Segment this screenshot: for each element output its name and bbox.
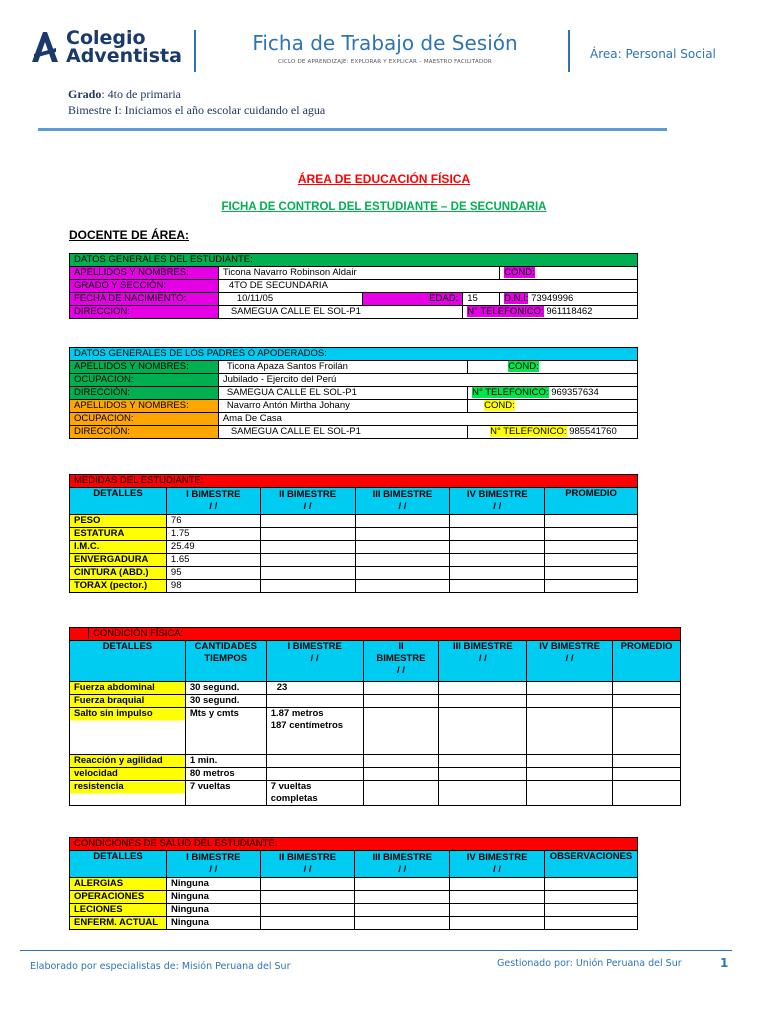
table-row: velocidad 80 metros [70,768,681,781]
header-divider-right [568,30,570,72]
measures-col-b2: II BIMESTRE / / [260,488,355,515]
student-edad-label: EDAD: [363,293,463,306]
measures-table [69,474,638,593]
p2-ocup-label: OCUPACION: [70,413,219,426]
p2-dir: SAMEGUA CALLE EL SOL-P1 [218,426,467,439]
table-row: Reacción y agilidad 1 min. [70,755,681,768]
student-tel: 961118462 [546,306,593,317]
measures-col-b1: I BIMESTRE / / [166,488,260,515]
ficha-title: FICHA DE CONTROL DEL ESTUDIANTE – DE SECUNDARIA [221,201,547,213]
grade-line [68,87,181,102]
page-title: Ficha de Trabajo de Sesión [252,31,518,55]
measures-col-promedio: PROMEDIO [545,488,638,515]
page-subtitle: CICLO DE APRENDIZAJE: EXPLORAR Y EXPLICAR – MAESTRO FACILITADOR [278,59,492,65]
health-col-b1: I BIMESTRE / / [166,851,260,878]
student-table [69,253,638,319]
area-title: ÁREA DE EDUCACIÓN FÍSICA [297,172,471,186]
student-grado: 4TO DE SECUNDARIA [218,280,637,293]
health-col-detalles: DETALLES [70,851,167,878]
health-col-observaciones: OBSERVACIONES [544,851,637,878]
page-number: 1 [720,956,729,970]
student-dni-label: D.N.I: [504,293,529,304]
p2-cond-label: COND: [484,400,515,411]
table-row: ENFERM. ACTUAL Ninguna [70,917,638,930]
table-row: ESTATURA 1.75 [70,528,638,541]
student-cond-label: COND: [504,267,535,278]
student-names-label: APELLIDOS Y NOMBRES: [70,267,219,280]
health-header: CONDICIONES DE SALUD DEL ESTUDIANTE: [70,838,638,851]
health-col-b2: II BIMESTRE / / [260,851,355,878]
logo-line1: Colegio [66,27,146,49]
student-birth: 10/11/05 [218,293,363,306]
area-label: Área: Personal Social [590,47,716,61]
measures-col-detalles: DETALLES [70,488,167,515]
table-row: ENVERGADURA 1.65 [70,554,638,567]
fitness-header: CONDICIÓN FÍSICA: [70,628,681,641]
measures-header: MEDIDAS DEL ESTUDIANTE: [70,475,638,488]
header-rule [38,128,667,131]
student-edad: 15 [463,293,500,306]
parents-header: DATOS GENERALES DE LOS PADRES O APODERADOS: [70,348,638,361]
table-row: TORAX (pector.) 98 [70,580,638,593]
grade-label: Grado [68,87,102,101]
p1-dir-label: DIRECCIÓN: [70,387,219,400]
table-row: resistencia 7 vueltas 7 vueltas completas [70,781,681,806]
p1-dir: SAMEGUA CALLE EL SOL-P1 [218,387,467,400]
table-row: I.M.C. 25.49 [70,541,638,554]
p1-ocup-label: OCUPACION: [70,374,219,387]
health-col-b4: IV BIMESTRE / / [450,851,545,878]
footer-rule [20,950,732,951]
table-row: Salto sin impulso Mts y cmts 1.87 metros 187 centímetros [70,708,681,755]
table-row: ALERGIAS Ninguna [70,878,638,891]
measures-col-b4: IV BIMESTRE / / [450,488,545,515]
student-dir: SAMEGUA CALLE EL SOL-P1 [218,306,462,319]
table-row: PESO 76 [70,515,638,528]
p1-tel: 969357634 [551,387,599,398]
student-dir-label: DIRECCION: [70,306,219,319]
p1-names-label: APELLIDOS Y NOMBRES: [70,361,219,374]
grade-value: : 4to de primaria [101,87,181,101]
p1-ocup: Jubilado - Ejercito del Perú [218,374,637,387]
logo-line2: Adventista [66,45,182,67]
measures-col-b3: III BIMESTRE / / [355,488,450,515]
fitness-col-b3: III BIMESTRE / / [439,641,527,682]
p2-tel: 985541760 [569,426,617,437]
fitness-col-b2: II BIMESTRE / / [363,641,439,682]
fitness-col-b1: I BIMESTRE / / [266,641,363,682]
fitness-col-detalles: DETALLES [70,641,186,682]
logo-mark-icon [30,30,60,64]
docente-label: DOCENTE DE ÁREA: [69,228,190,242]
fitness-col-b4: IV BIMESTRE / / [527,641,613,682]
p2-dir-label: DIRECCIÓN: [70,426,219,439]
student-names: Ticona Navarro Robinson Aldair [218,267,499,280]
fitness-col-promedio: PROMEDIO [613,641,681,682]
table-row: LECIONES Ninguna [70,904,638,917]
student-birth-label: FECHA DE NACIMIENTO: [70,293,219,306]
student-tel-label: N° TELEFONICO: [467,306,544,317]
p1-cond-label: COND: [508,361,539,372]
student-grado-label: GRADO Y SECCIÓN: [70,280,219,293]
parents-table [69,347,638,439]
p2-names: Navarro Antón Mirtha Johany [218,400,467,413]
table-row: Fuerza braquial 30 segund. [70,695,681,708]
p1-tel-label: N° TELEFONICO: [472,387,549,398]
p2-ocup: Ama De Casa [218,413,637,426]
header-divider-left [194,30,196,72]
student-header: DATOS GENERALES DEL ESTUDIANTE: [70,254,638,267]
table-row: Fuerza abdominal 30 segund. 23 [70,682,681,695]
p2-tel-label: N° TELEFONICO: [490,426,567,437]
p2-names-label: APELLIDOS Y NOMBRES: [70,400,219,413]
table-row: OPERACIONES Ninguna [70,891,638,904]
footer-right: Gestionado por: Unión Peruana del Sur [497,958,682,969]
health-table [69,837,638,930]
health-col-b3: III BIMESTRE / / [355,851,450,878]
p1-names: Ticona Apaza Santos Froilán [218,361,467,374]
logo [30,28,190,68]
table-row: CINTURA (ABD.) 95 [70,567,638,580]
footer-left: Elaborado por especialistas de: Misión Peruana del Sur [30,961,291,972]
student-dni: 73949996 [531,293,574,304]
bimestre-line: Bimestre I: Iniciamos el año escolar cuidando el agua [68,103,326,117]
fitness-table [69,627,681,806]
fitness-col-cantidades: CANTIDADES TIEMPOS [185,641,266,682]
